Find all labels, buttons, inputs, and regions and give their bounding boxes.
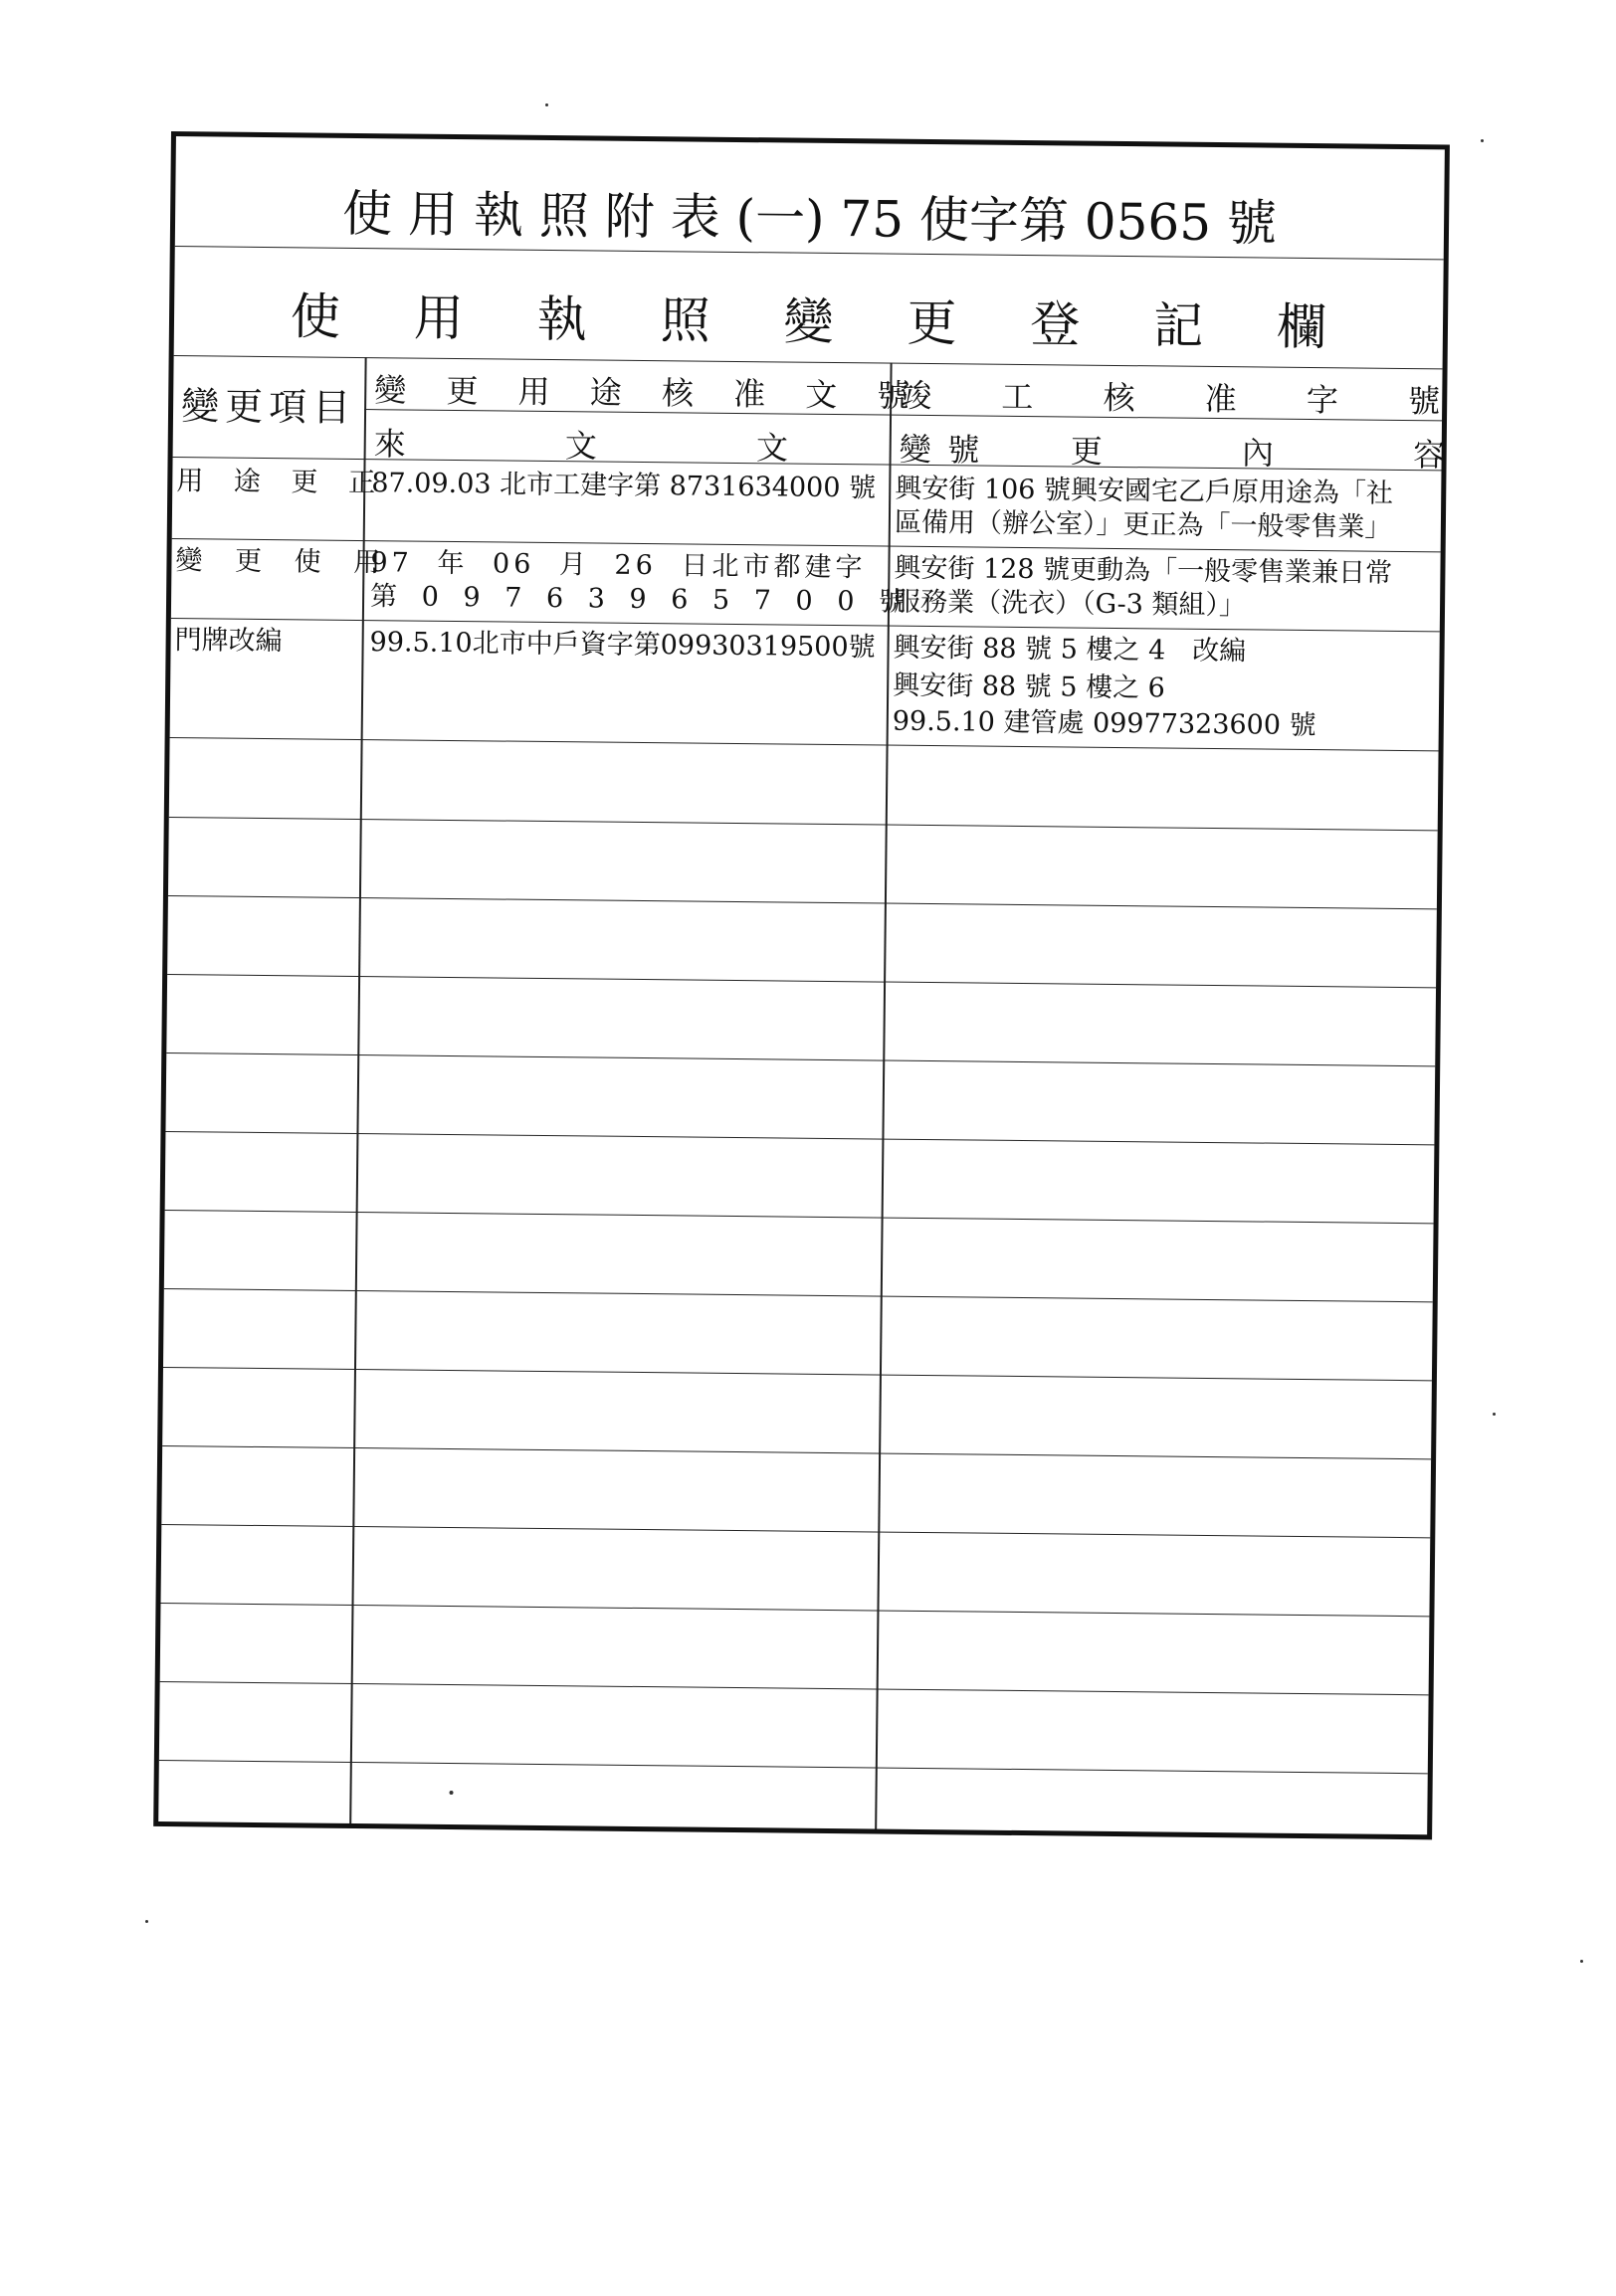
header-completion-top: 竣 工 核 准 字 號 xyxy=(900,376,1441,421)
row2-content-line2: 服務業（洗衣）（G-3 類組）」 xyxy=(893,586,1247,622)
row1-approval: 87.09.03 北市工建字第 8731634000 號 xyxy=(371,468,877,504)
row1-content-line2: 區備用（辦公室）」更正為「一般零售業」 xyxy=(894,506,1392,543)
registration-table xyxy=(153,131,1450,1839)
header-change-item: 變更項目 xyxy=(180,384,357,430)
row3-item: 門牌改編 xyxy=(174,625,283,658)
row3-approval: 99.5.10北市中戶資字第09930319500號 xyxy=(369,627,876,664)
scan-speck xyxy=(1580,1960,1583,1963)
row3-content-line2: 興安街 88 號 5 樓之 6 xyxy=(893,670,1165,704)
row2-approval-line1: 97 年 06 月 26 日北市都建字 xyxy=(370,547,867,584)
scan-speck xyxy=(1481,139,1484,142)
column-divider-2 xyxy=(875,363,892,1829)
row3-content-line3: 99.5.10 建管處 09977323600 號 xyxy=(892,705,1316,742)
section-title: 使 用 執 照 變 更 登 記 欄 xyxy=(290,287,1327,357)
row1-content-line1: 興安街 106 號興安國宅乙戶原用途為「社 xyxy=(895,473,1394,509)
document-title: 使 用 執 照 附 表 (一) 75 使字第 0565 號 xyxy=(341,184,1278,253)
header-completion-bottom: 變 更 內 容 xyxy=(899,430,1446,475)
header-approval-bottom: 來 文 文 號 xyxy=(373,425,980,470)
scan-speck xyxy=(1493,1413,1496,1416)
scan-speck xyxy=(450,1791,454,1795)
row2-approval-line2: 第 0 9 7 6 3 9 6 5 7 0 0 號 xyxy=(369,581,910,618)
row2-item: 變 更 使 用 xyxy=(175,545,382,579)
scan-speck xyxy=(545,103,548,106)
row3-content-line1: 興安街 88 號 5 樓之 4 改編 xyxy=(893,632,1247,668)
header-approval-top: 變 更 用 途 核 准 文 號 xyxy=(374,371,909,415)
row2-content-line1: 興安街 128 號更動為「一般零售業兼日常 xyxy=(894,552,1393,589)
row1-item: 用 途 更 正 xyxy=(176,466,377,499)
scan-speck xyxy=(145,1920,148,1923)
